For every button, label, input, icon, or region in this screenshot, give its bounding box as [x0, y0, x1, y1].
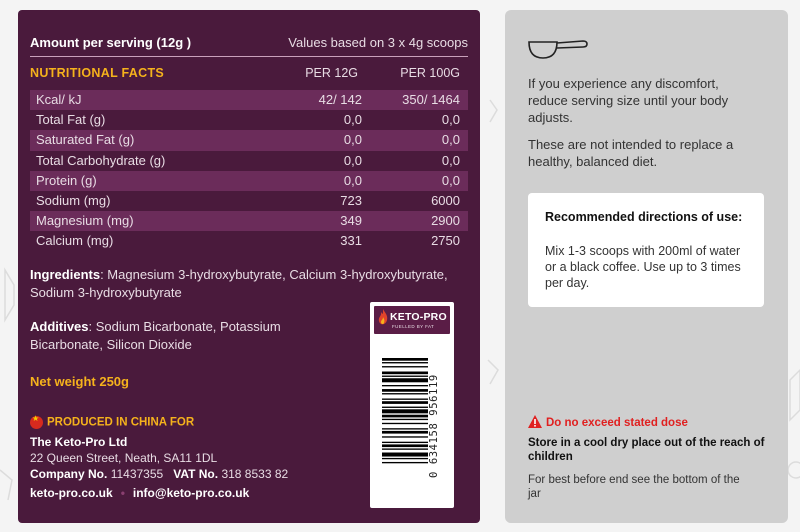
email-link[interactable]: info@keto-pro.co.uk — [132, 486, 250, 500]
dose-warning — [528, 415, 688, 429]
website-link[interactable]: keto-pro.co.uk — [30, 486, 113, 500]
value-per-12g: 42/ 142 — [318, 92, 362, 107]
barcode-bar — [382, 423, 428, 424]
value-per-12g: 0,0 — [343, 172, 362, 188]
barcode-bar — [382, 431, 428, 434]
additives-text: : Sodium Bicarbonate, Potassium Bicarbonate, Silicon Dioxide — [30, 319, 281, 352]
nutrition-title: NUTRITIONAL FACTS — [30, 66, 165, 80]
company-name: The Keto-Pro Ltd — [30, 435, 128, 449]
directions-box — [528, 193, 764, 307]
table-row — [30, 171, 468, 191]
barcode-bar — [382, 362, 428, 363]
barcode-bar — [382, 419, 428, 420]
label-right-panel — [505, 10, 788, 523]
company-no-label: Company No. — [30, 467, 108, 481]
company-no: 11437355 — [110, 467, 164, 481]
serving-header — [30, 35, 468, 57]
discomfort-note: If you experience any discomfort, reduce serving size until your body adjusts. — [528, 76, 729, 125]
table-row — [30, 231, 468, 251]
producer-info — [30, 416, 360, 481]
barcode-bar — [382, 436, 428, 437]
barcode-bar — [382, 453, 428, 457]
value-per-100g: 0,0 — [441, 172, 460, 188]
ingredients-text: : Magnesium 3-hydroxybutyrate, Calcium 3-hydroxybutyrate, Sodium 3-hydroxybutyrate — [30, 267, 448, 300]
value-per-100g: 0,0 — [441, 152, 460, 168]
barcode-bar — [382, 462, 428, 463]
table-row — [30, 211, 468, 231]
value-per-12g: 723 — [340, 192, 362, 208]
diet-note: These are not intended to replace a healthy, balanced diet. — [528, 137, 734, 169]
barcode-bar — [382, 458, 428, 459]
ingredients-label: Ingredients — [30, 267, 101, 282]
company-address: 22 Queen Street, Neath, SA11 1DL — [30, 451, 218, 465]
keto-pro-logo — [374, 306, 450, 334]
separator-dot: • — [120, 486, 125, 500]
barcode-bar — [382, 378, 428, 382]
value-per-12g: 349 — [340, 213, 362, 229]
china-flag-icon — [30, 416, 43, 429]
column-header-per-12g: PER 12G — [305, 66, 358, 80]
barcode-bar — [382, 376, 428, 377]
nutrient-label: Magnesium (mg) — [36, 213, 134, 229]
barcode-bar — [382, 393, 428, 394]
value-per-100g: 350/ 1464 — [402, 92, 460, 107]
barcode-number: 0 634158 956119 — [428, 374, 440, 478]
net-weight: Net weight 250g — [30, 374, 129, 389]
vat-label: VAT No. — [173, 467, 219, 481]
table-row — [30, 130, 468, 150]
vat-no: 318 8533 82 — [221, 467, 289, 481]
barcode-bar — [382, 409, 428, 413]
logo-brand: KETO-PRO — [390, 311, 447, 323]
best-before-note: For best before end see the bottom of the jar — [528, 474, 740, 500]
additives-section — [30, 318, 330, 354]
nutrient-label: Total Carbohydrate (g) — [36, 152, 166, 168]
value-per-100g: 0,0 — [441, 132, 460, 148]
registration-numbers — [30, 467, 360, 481]
value-per-100g: 2750 — [431, 233, 460, 249]
barcode-bar — [382, 444, 428, 447]
nutrient-label: Protein (g) — [36, 172, 97, 188]
nutrient-label: Calcium (mg) — [36, 233, 114, 249]
directions-title: Recommended directions of use: — [545, 210, 743, 224]
amount-per-serving: Amount per serving (12g ) — [30, 35, 192, 50]
barcode-bar — [382, 385, 428, 386]
barcode-bar — [382, 407, 428, 408]
barcode-bar — [382, 372, 428, 375]
warning-text: Do no exceed stated dose — [546, 417, 688, 429]
values-based-on: Values based on 3 x 4g scoops — [288, 35, 468, 50]
nutrient-label: Saturated Fat (g) — [36, 132, 135, 148]
produced-in-title: PRODUCED IN CHINA FOR — [47, 416, 195, 429]
barcode-bar — [382, 415, 428, 418]
barcode-bars — [382, 358, 428, 494]
barcode-bar — [382, 366, 428, 367]
value-per-100g: 6000 — [431, 192, 460, 208]
value-per-12g: 0,0 — [343, 112, 362, 128]
nutrient-label: Total Fat (g) — [36, 112, 106, 128]
scoop-icon — [527, 30, 591, 62]
column-header-per-100g: PER 100G — [400, 66, 460, 80]
value-per-12g: 0,0 — [343, 132, 362, 148]
barcode-bar — [382, 442, 428, 443]
nutrient-label: Kcal/ kJ — [36, 92, 82, 107]
barcode-bar — [382, 428, 428, 429]
contact-links — [30, 486, 249, 500]
barcode-bar — [382, 448, 428, 449]
barcode-box — [370, 302, 454, 508]
table-row — [30, 110, 468, 130]
nutrient-label: Sodium (mg) — [36, 192, 111, 208]
storage-note: Store in a cool dry place out of the reach of children — [528, 437, 765, 463]
table-row — [30, 90, 468, 110]
value-per-12g: 331 — [340, 233, 362, 249]
logo-tagline: FUELLED BY FAT — [392, 324, 435, 329]
label-left-panel — [18, 10, 480, 523]
value-per-12g: 0,0 — [343, 152, 362, 168]
table-row — [30, 191, 468, 211]
barcode-bar — [382, 401, 428, 404]
table-row — [30, 151, 468, 171]
flame-icon — [378, 309, 388, 327]
nutrition-table — [30, 90, 468, 252]
value-per-100g: 2900 — [431, 213, 460, 229]
nutrition-header-row — [30, 66, 468, 88]
barcode-bar — [382, 358, 428, 361]
ingredients-section — [30, 266, 470, 302]
warning-icon — [528, 415, 542, 428]
barcode-bar — [382, 389, 428, 392]
barcode-bar — [382, 399, 428, 400]
value-per-100g: 0,0 — [441, 112, 460, 128]
additives-label: Additives — [30, 319, 89, 334]
directions-text: Mix 1-3 scoops with 200ml of water or a black coffee. Use up to 3 times per day. — [545, 244, 741, 290]
